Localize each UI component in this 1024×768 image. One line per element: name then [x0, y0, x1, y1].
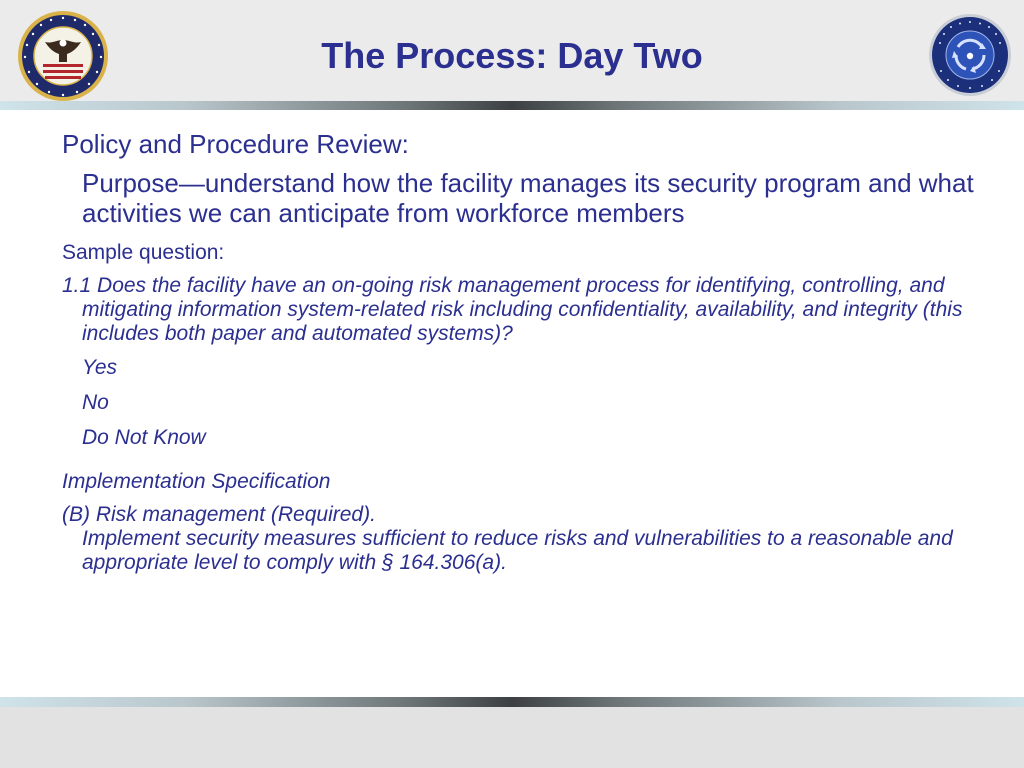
purpose-text: Purpose—understand how the facility manages its security program and what activities we can anticipate from workforce members — [82, 168, 974, 228]
footer-divider-bar — [0, 697, 1024, 707]
risk-management-text: Implement security measures sufficient to reduce risks and vulnerabilities to a reasonable and appropriate level to comply with § 164.306(a). — [82, 527, 953, 574]
answer-option-do-not-know: Do Not Know — [82, 426, 206, 449]
answer-option-no: No — [82, 391, 109, 414]
question-text: 1.1 Does the facility have an on-going risk management process for identifying, controlling, and mitigating information system-related risk including confidentiality, availability, and integrity (this includes both paper and automated systems)? — [62, 274, 963, 345]
slide-body — [62, 128, 982, 575]
page-title: The Process: Day Two — [321, 35, 703, 76]
section-heading: Policy and Procedure Review: — [62, 129, 409, 159]
sample-question-label: Sample question: — [62, 241, 225, 264]
implementation-spec-label: Implementation Specification — [62, 470, 331, 493]
header-divider-bar — [0, 101, 1024, 110]
answer-option-yes: Yes — [82, 356, 118, 379]
footer-band — [0, 707, 1024, 768]
vha-chief-business-office-seal-icon — [928, 13, 1012, 97]
risk-management-title: (B) Risk management (Required). — [62, 503, 376, 526]
